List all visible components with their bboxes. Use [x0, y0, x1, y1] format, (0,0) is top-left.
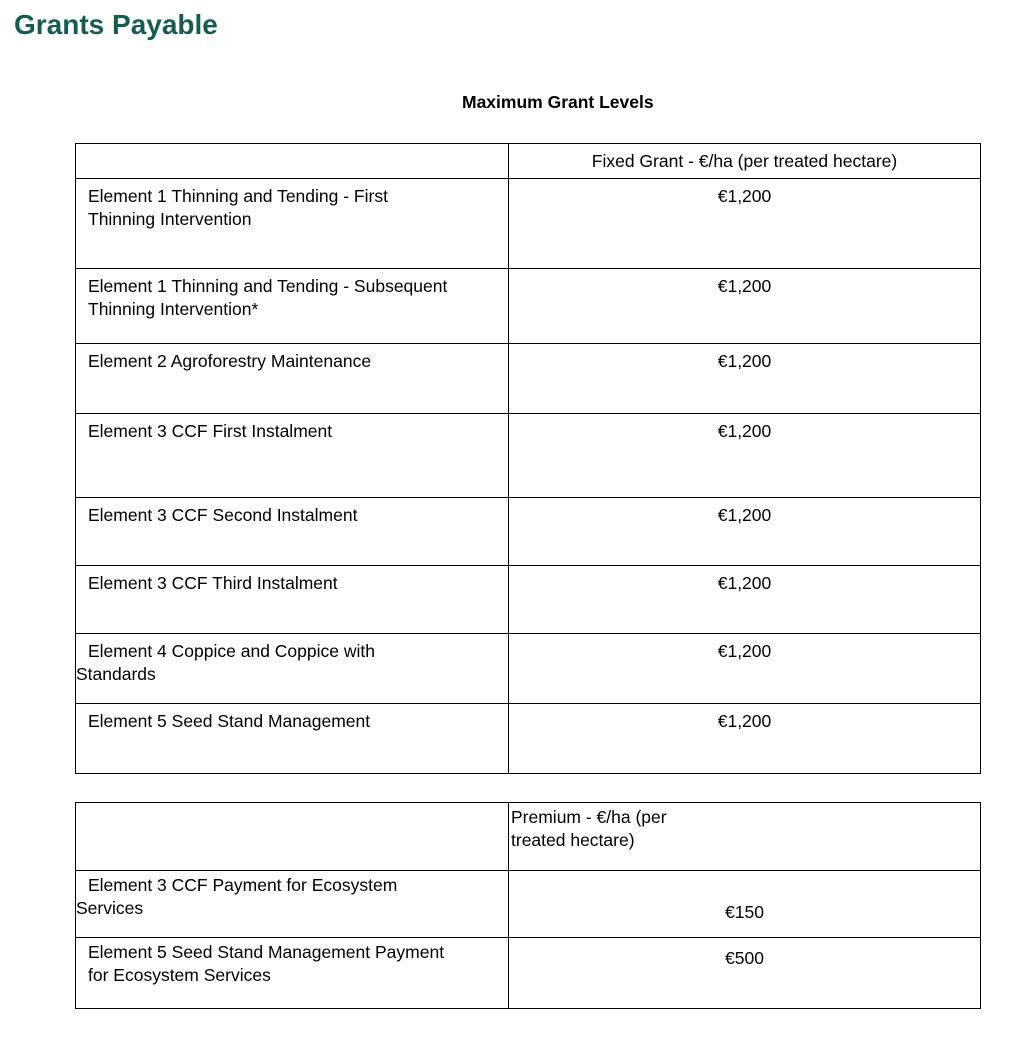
fixed-grant-column-header: Fixed Grant - €/ha (per treated hectare) — [509, 144, 981, 179]
row-value: €1,200 — [509, 634, 981, 704]
page-title: Grants Payable — [14, 9, 218, 40]
row-value: €1,200 — [509, 498, 981, 566]
row-value: €1,200 — [509, 566, 981, 634]
row-value: €150 — [509, 871, 981, 938]
header-empty-cell — [76, 144, 509, 179]
table-row — [76, 704, 981, 774]
table-row — [76, 414, 981, 498]
table-row — [76, 938, 981, 1009]
table-header-row — [76, 144, 981, 179]
premium-column-header-text: Premium - €/ha (per treated hectare) — [511, 807, 667, 850]
row-label: Element 3 CCF Second Instalment — [76, 498, 509, 566]
row-value: €1,200 — [509, 269, 981, 344]
table-row — [76, 269, 981, 344]
premium-column-header — [509, 803, 981, 871]
fixed-grant-table — [75, 143, 981, 774]
table-header-row — [76, 803, 981, 871]
table-row — [76, 498, 981, 566]
row-label: Element 1 Thinning and Tending - Subsequent Thinning Intervention* — [76, 269, 509, 344]
row-label: Element 4 Coppice and Coppice with Standards — [76, 634, 509, 704]
row-label: Element 5 Seed Stand Management — [76, 704, 509, 774]
table-row — [76, 634, 981, 704]
table-row — [76, 871, 981, 938]
row-label: Element 3 CCF Third Instalment — [76, 566, 509, 634]
premium-table — [75, 802, 981, 1009]
row-value: €1,200 — [509, 344, 981, 414]
row-value: €500 — [509, 938, 981, 1009]
section-heading: Maximum Grant Levels — [462, 92, 654, 112]
row-label: Element 3 CCF Payment for Ecosystem Services — [76, 871, 509, 938]
table-row — [76, 179, 981, 269]
row-label: Element 1 Thinning and Tending - First Thinning Intervention — [76, 179, 509, 269]
row-value: €1,200 — [509, 179, 981, 269]
row-label: Element 2 Agroforestry Maintenance — [76, 344, 509, 414]
row-value: €1,200 — [509, 414, 981, 498]
header-empty-cell — [76, 803, 509, 871]
row-value: €1,200 — [509, 704, 981, 774]
row-label: Element 5 Seed Stand Management Payment for Ecosystem Services — [76, 938, 509, 1009]
row-label: Element 3 CCF First Instalment — [76, 414, 509, 498]
table-row — [76, 344, 981, 414]
table-row — [76, 566, 981, 634]
